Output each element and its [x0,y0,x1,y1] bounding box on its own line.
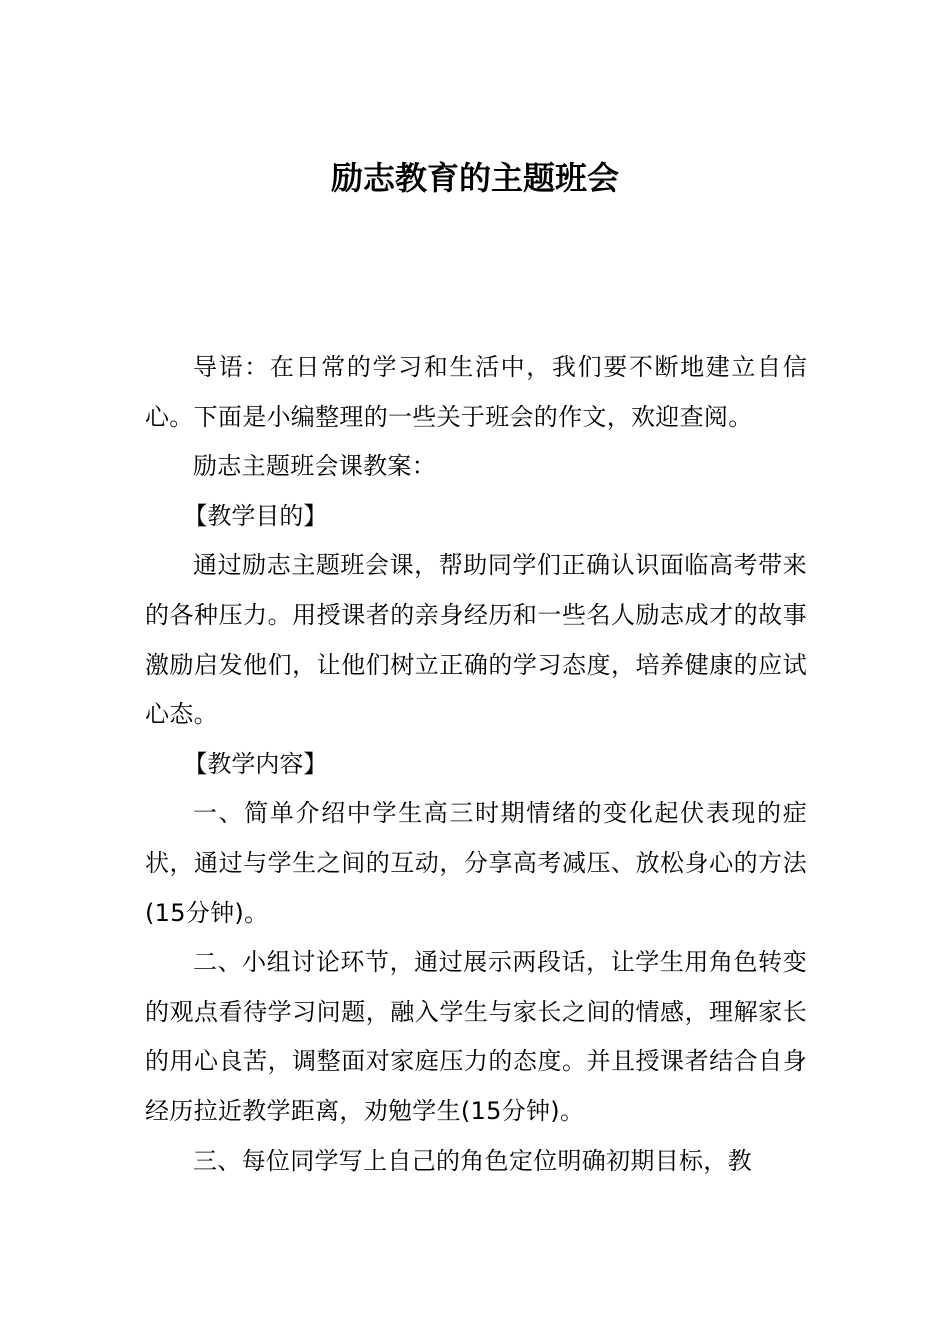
section-heading-content: 【教学内容】 [183,749,328,778]
paragraph-intro: 导语：在日常的学习和生活中，我们要不断地建立自信心。下面是小编整理的一些关于班会的作文，欢迎查阅。 [145,353,807,431]
paragraph-lesson-plan: 励志主题班会课教案： [193,452,436,481]
paragraph-content-3: 三、每位同学写上自己的角色定位明确初期目标，教 [193,1146,752,1175]
paragraph-purpose: 通过励志主题班会课，帮助同学们正确认识面临高考带来的各种压力。用授课者的亲身经历和一些名人励志成才的故事激励启发他们，让他们树立正确的学习态度，培养健康的应试心态。 [145,551,807,729]
section-heading-purpose: 【教学目的】 [183,501,328,530]
paragraph-content-2: 二、小组讨论环节，通过展示两段话，让学生用角色转变的观点看待学习问题，融入学生与家长之间的情感，理解家长的用心良苦，调整面对家庭压力的态度。并且授课者结合自身经历拉近教学距离，劝勉学生(15分钟)。 [145,948,807,1125]
document-title: 励志教育的主题班会 [330,159,619,197]
document-body [145,343,807,1186]
paragraph-content-1: 一、简单介绍中学生高三时期情绪的变化起伏表现的症状，通过与学生之间的互动，分享高考减压、放松身心的方法(15分钟)。 [145,799,807,927]
